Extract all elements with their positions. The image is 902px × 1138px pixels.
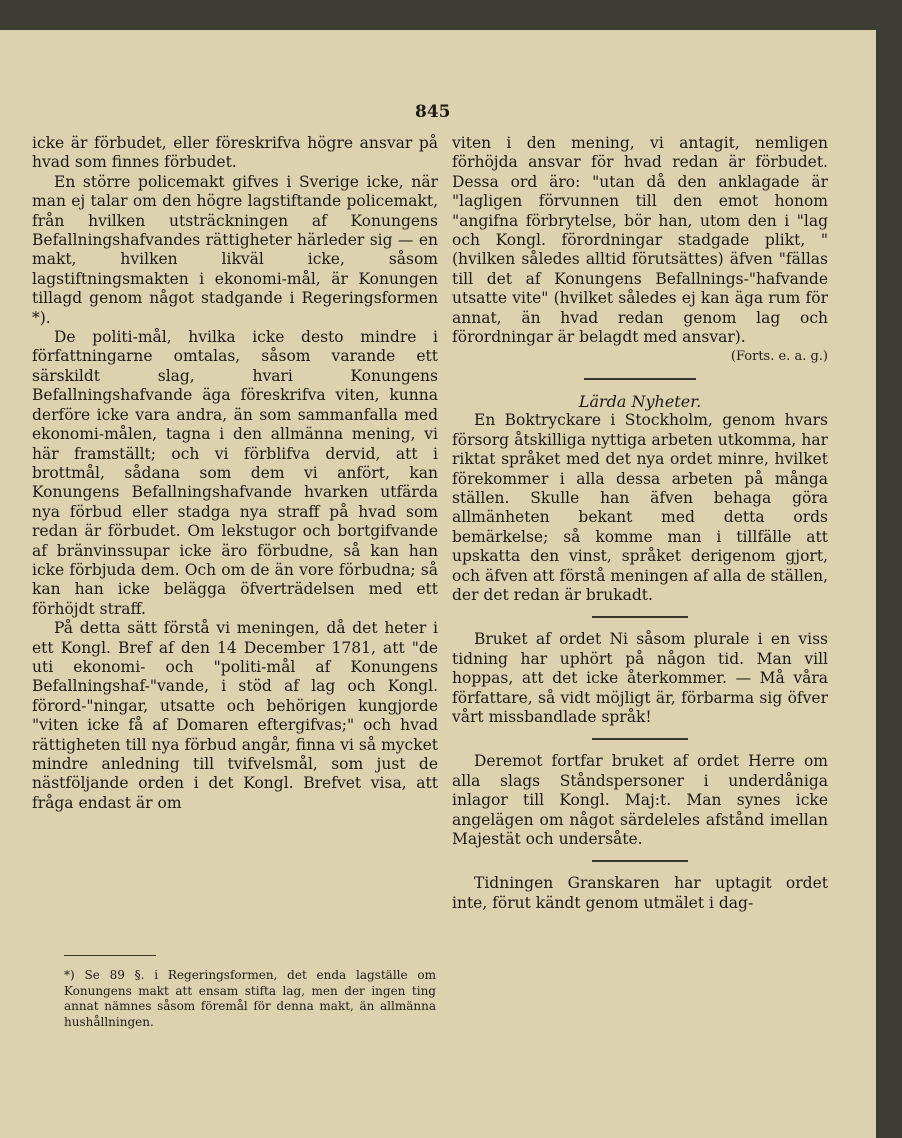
paragraph-3: De politi-mål, hvilka icke desto mindre i författningarne omtalas, såsom varande ett särskildt slag, hvari Konungens Befallningshafvande äga föreskrifva viten, kunna derföre icke vara andra, än som sammanfalla med ekonomi-målen, tagna i den allmänna mening, vi här framställt; och vi förblifva dervid, att i brottmål, sådana som dem vi anfört, kan Konungens Befallningshafvande hvarken utfärda nya förbud eller stadga nya straff på hvad som redan är förbudet. Om lekstugor och bortgifvande af bränvinssupar icke äro förbudne, så kan han icke förbjuda dem. Och om de än vore förbudna; så kan han icke belägga öfverträdelsen med ett förhöjdt straff.: [32, 328, 438, 618]
continuation-paragraph: viten i den mening, vi antagit, nemligen förhöjda ansvar för hvad redan är förbudet. Dessa ord äro: "utan då den anklagade är "lagligen förvunnen till den emot honom "angifna förbrytelse, bör han, utom den i "lag och Kongl. förordningar stadgade plikt, "(hvilken således alltid förutsättes) äfven "fällas till det af Konungens Befallnings-"hafvande utsatte vite" (hvilket således ej kan äga rum för annat, än hvad redan genom lag och förordningar är belagdt med ansvar).: [452, 134, 828, 347]
news-divider-1: [592, 616, 688, 618]
news-item-3: Deremot fortfar bruket af ordet Herre om alla slags Ståndspersoner i underdåniga inlagor till Kongl. Maj:t. Man synes icke angelägen om något särdeleles afstånd imellan Majestät och undersåte.: [452, 752, 828, 848]
page-number: 845: [415, 102, 451, 122]
document-page: [0, 30, 876, 1138]
right-column: [452, 134, 828, 913]
footnote-divider: [64, 955, 156, 956]
news-item-1: En Boktryckare i Stockholm, genom hvars försorg åtskilliga nyttiga arbeten utkomma, har riktat språket med det nya ordet minre, hvilket förekommer i alla dessa arbeten på många ställen. Skulle han äfven behaga göra allmänheten bekant med detta ords bemärkelse; så komme man i tillfälle att upskatta den vinst, språket derigenom gjort, och äfven att förstå meningen af alla de ställen, der det redan är brukadt.: [452, 411, 828, 604]
news-divider-2: [592, 738, 688, 740]
section-heading: Lärda Nyheter.: [578, 391, 702, 411]
paragraph-4: På detta sätt förstå vi meningen, då det heter i ett Kongl. Bref af den 14 December 1781, att "de uti ekonomi- och "politi-mål af Konungens Befallningshaf-"vande, i stöd af lag och Kongl. förord-"ningar, utsatte och behörigen kungjorde "viten icke få af Domaren eftergifvas;" och hvad rättigheten till nya förbud angår, finna vi så mycket mindre anledning till tvifvelsmål, som just de nästföljande orden i det Kongl. Brefvet visa, att fråga endast är om: [32, 619, 438, 812]
paragraph-1: icke är förbudet, eller föreskrifva högre ansvar på hvad som finnes förbudet.: [32, 134, 438, 172]
section-divider: [584, 378, 696, 380]
left-column: [32, 134, 438, 813]
news-divider-3: [592, 860, 688, 862]
news-item-4: Tidningen Granskaren har uptagit ordet inte, förut kändt genom utmälet i dag-: [452, 874, 828, 912]
news-item-2: Bruket af ordet Ni såsom plurale i en viss tidning har uphört på någon tid. Man vill hoppas, att det icke återkommer. — Må våra författare, så vidt möjligt är, förbarma sig öfver vårt missbandlade språk!: [452, 630, 828, 726]
footnote: [64, 968, 436, 1030]
continuation-note: (Forts. e. a. g.): [730, 349, 828, 365]
paragraph-2: En större policemakt gifves i Sverige icke, när man ej talar om den högre lagstiftande policemakt, från hvilken utsträckningen af Konungens Befallningshafvandes rättigheter härleder sig — en makt, hvilken likväl icke, såsom lagstiftningsmakten i ekonomi-mål, är Konungen tillagd genom något stadgande i Regeringsformen *).: [32, 172, 438, 327]
footnote-text: *) Se 89 §. i Regeringsformen, det enda lagställe om Konungens makt att ensam stifta lag, men der ingen ting annat nämnes såsom föremål för denna makt, än allmänna hushållningen.: [64, 968, 436, 1029]
